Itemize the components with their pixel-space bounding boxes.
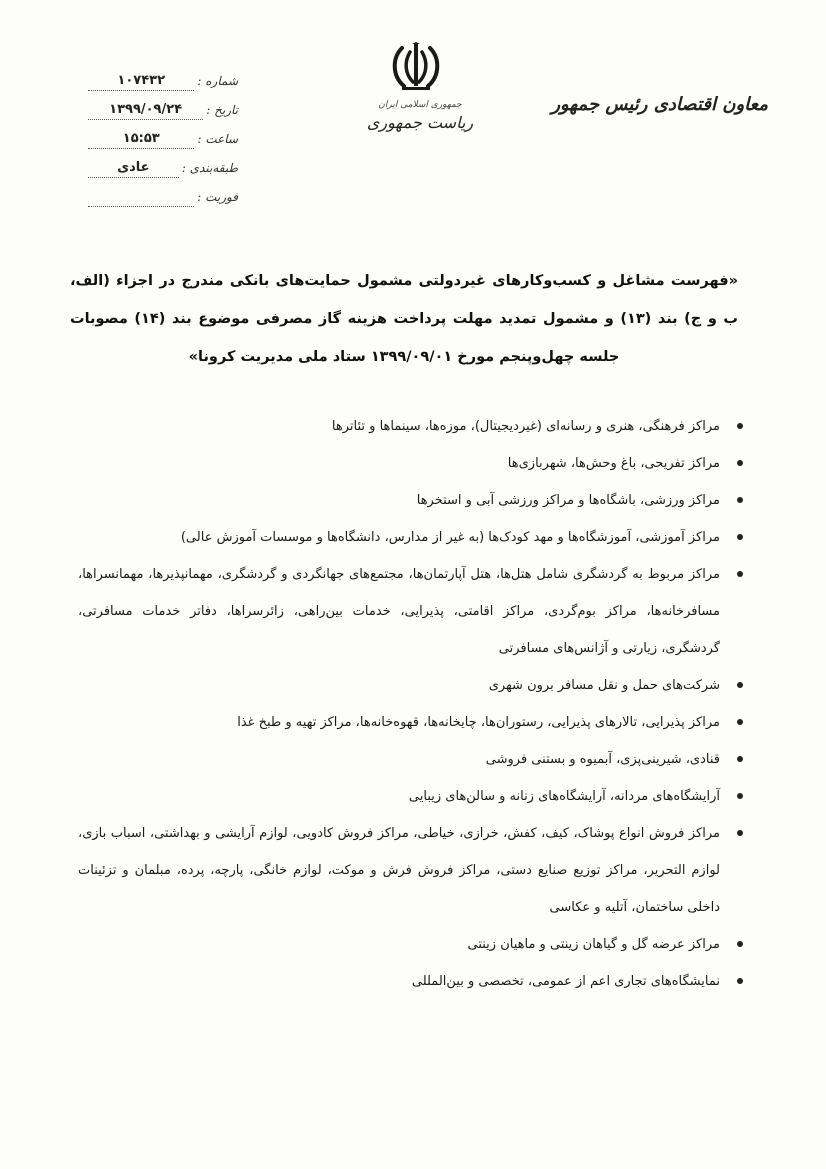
meta-date-label: تاریخ :: [206, 103, 238, 117]
bullet-icon: [737, 719, 743, 725]
meta-time: [88, 120, 238, 149]
meta-classification-value: عادی: [88, 160, 179, 178]
meta-time-value: ۱۵:۵۳: [88, 131, 194, 149]
meta-time-label: ساعت :: [197, 132, 238, 146]
bullet-icon: [737, 571, 743, 577]
list-item-text: مراکز فرهنگی، هنری و رسانه‌ای (غیردیجیتال)، موزه‌ها، سینماها و تئاترها: [331, 419, 720, 434]
meta-date: [88, 91, 238, 120]
meta-classification: [88, 149, 238, 178]
meta-classification-label: طبقه‌بندی :: [181, 161, 238, 175]
list-item-text: مراکز مربوط به گردشگری شامل هتل‌ها، هتل آپارتمان‌ها، مجتمع‌های جهانگردی و گردشگری، مهمانپذیرها، مهمانسراها، مسافرخانه‌ها، مراکز بوم‌گردی، مراکز اقامتی، پذیرایی، خدمات بین‌راهی، زائرسراها، دفاتر خدمات مسافرتی، گردشگری، زیارتی و آژانس‌های مسافرتی: [78, 567, 720, 656]
list-item: [78, 556, 750, 667]
bullet-icon: [737, 497, 743, 503]
bullet-icon: [737, 830, 743, 836]
document-title: «فهرست مشاغل و کسب‌وکارهای غیردولتی مشمول حمایت‌های بانکی مندرج در اجزاء (الف، ب و ج) بند (۱۳) و مشمول تمدید مهلت پرداخت هزینه گاز مصرفی موضوع بند (۱۴) مصوبات جلسه چهل‌وپنجم مورخ ۱۳۹۹/۰۹/۰۱ ستاد ملی مدیریت کرونا»: [70, 273, 738, 365]
list-item-text: مراکز ورزشی، باشگاه‌ها و مراکز ورزشی آبی و استخرها: [416, 493, 720, 508]
list-item: [78, 667, 750, 704]
list-item: [78, 408, 750, 445]
meta-number-label: شماره :: [197, 74, 238, 88]
list-item-text: مراکز آموزشی، آموزشگاه‌ها و مهد کودک‌ها (به غیر از مدارس، دانشگاه‌ها و موسسات آموزش عالی): [180, 530, 720, 545]
bullet-icon: [737, 534, 743, 540]
list-item: [78, 926, 750, 963]
bullet-icon: [737, 756, 743, 762]
list-item: [78, 815, 750, 926]
list-item-text: آرایشگاه‌های مردانه، آرایشگاه‌های زنانه و سالن‌های زیبایی: [408, 789, 720, 804]
meta-urgency: [88, 178, 238, 207]
list-item: [78, 519, 750, 556]
bullet-icon: [737, 423, 743, 429]
list-item: [78, 778, 750, 815]
iran-emblem-icon: [388, 42, 444, 92]
list-item: [78, 704, 750, 741]
bullet-icon: [737, 682, 743, 688]
list-item-text: شرکت‌های حمل و نقل مسافر برون شهری: [488, 678, 720, 693]
bullet-icon: [737, 941, 743, 947]
bullet-icon: [737, 793, 743, 799]
list-item-text: قنادی، شیرینی‌پزی، آبمیوه و بستنی فروشی: [485, 752, 720, 767]
vice-president-title: معاون اقتصادی رئیس جمهور: [551, 94, 768, 115]
bullet-icon: [737, 978, 743, 984]
presidency-line-1: جمهوری اسلامی ایران: [378, 100, 462, 110]
business-list: [78, 408, 750, 1000]
letter-meta: [88, 62, 238, 207]
list-item: [78, 445, 750, 482]
list-item-text: مراکز پذیرایی، تالارهای پذیرایی، رستوران‌ها، چایخانه‌ها، قهوه‌خانه‌ها، مراکز تهیه و طبخ غذا: [237, 715, 720, 730]
list-item-text: نمایشگاه‌های تجاری اعم از عمومی، تخصصی و بین‌المللی: [411, 974, 720, 989]
list-item: [78, 741, 750, 778]
list-item-text: مراکز عرضه گل و گیاهان زینتی و ماهیان زینتی: [467, 937, 720, 952]
presidency-line-2: ریاست جمهوری: [366, 113, 474, 132]
meta-urgency-value: [88, 189, 194, 207]
list-item-text: مراکز تفریحی، باغ وحش‌ها، شهربازی‌ها: [507, 456, 720, 471]
list-item: [78, 963, 750, 1000]
list-item: [78, 482, 750, 519]
meta-number-value: ۱۰۷۴۳۲: [88, 73, 194, 91]
meta-date-value: ۱۳۹۹/۰۹/۲۴: [88, 102, 203, 120]
presidency-caption: [345, 98, 495, 134]
meta-urgency-label: فوریت :: [197, 190, 238, 204]
meta-number: [88, 62, 238, 91]
bullet-icon: [737, 460, 743, 466]
list-item-text: مراکز فروش انواع پوشاک، کیف، کفش، خرازی، خیاطی، مراکز فروش کادویی، لوازم آرایشی و بهداشتی، اسباب بازی، لوازم التحریر، مراکز توزیع صنایع دستی، مراکز فروش فرش و موکت، لوازم خانگی، پارچه، پرده، مبلمان و تزئینات داخلی ساختمان، آتلیه و عکاسی: [78, 826, 720, 915]
